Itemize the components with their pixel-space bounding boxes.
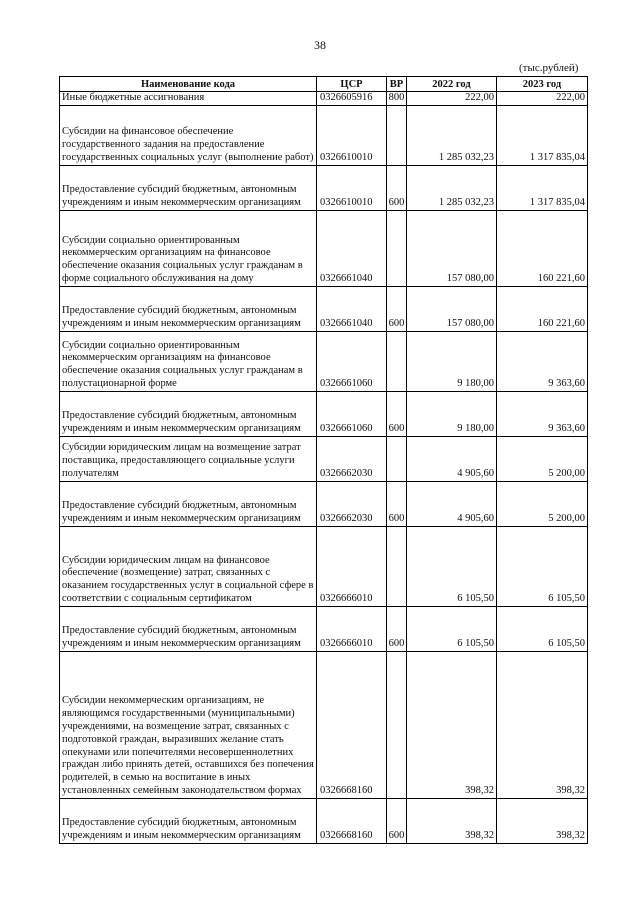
table-row [60, 436, 588, 481]
row-2022: 1 285 032,23 [407, 165, 497, 210]
row-csr: 0326666010 [317, 526, 387, 606]
row-name: Предоставление субсидий бюджетным, автономным учреждениям и иным некоммерческим организациям [60, 165, 317, 210]
table-row [60, 210, 588, 286]
row-2022: 9 180,00 [407, 391, 497, 436]
row-csr: 0326661060 [317, 391, 387, 436]
row-2023: 1 317 835,04 [497, 105, 588, 165]
row-2022: 6 105,50 [407, 606, 497, 651]
row-vr [387, 105, 407, 165]
row-csr: 0326661060 [317, 331, 387, 391]
row-name: Предоставление субсидий бюджетным, автономным учреждениям и иным некоммерческим организациям [60, 286, 317, 331]
table-row [60, 165, 588, 210]
row-name: Предоставление субсидий бюджетным, автономным учреждениям и иным некоммерческим организациям [60, 798, 317, 843]
row-csr: 0326661040 [317, 286, 387, 331]
row-2023: 160 221,60 [497, 286, 588, 331]
row-name: Предоставление субсидий бюджетным, автономным учреждениям и иным некоммерческим организациям [60, 391, 317, 436]
table-row [60, 92, 588, 106]
table-row [60, 331, 588, 391]
row-2022: 6 105,50 [407, 526, 497, 606]
table-row [60, 651, 588, 798]
row-name: Субсидии социально ориентированным некоммерческим организациям на финансовое обеспечение оказания социальных услуг гражданам в форме социального обслуживания на дому [60, 210, 317, 286]
table-row [60, 391, 588, 436]
row-2022: 4 905,60 [407, 436, 497, 481]
row-name: Иные бюджетные ассигнования [60, 92, 317, 106]
row-name: Субсидии некоммерческим организациям, не являющимся государственными (муниципальными) учреждениями, на возмещение затрат, связанных с подготовкой граждан, выразивших желание стать опекунами или попечителями несовершеннолетних граждан либо принять детей, оставшихся без попечения родителей, в семью на воспитание в иных установленных семейным законодательством формах [60, 651, 317, 798]
table-row [60, 798, 588, 843]
row-2023: 160 221,60 [497, 210, 588, 286]
row-2023: 5 200,00 [497, 481, 588, 526]
row-vr: 800 [387, 92, 407, 106]
row-name: Субсидии юридическим лицам на возмещение затрат поставщика, предоставляющего социальные услуги получателям [60, 436, 317, 481]
row-2023: 398,32 [497, 798, 588, 843]
table-row [60, 606, 588, 651]
row-vr: 600 [387, 481, 407, 526]
row-2023: 222,00 [497, 92, 588, 106]
row-2022: 157 080,00 [407, 286, 497, 331]
page-number: 38 [314, 38, 326, 52]
row-csr: 0326610010 [317, 105, 387, 165]
row-vr: 600 [387, 286, 407, 331]
table-header-row [60, 77, 588, 92]
row-vr [387, 331, 407, 391]
row-2022: 4 905,60 [407, 481, 497, 526]
row-vr: 600 [387, 606, 407, 651]
header-vr: ВР [387, 77, 407, 92]
row-vr: 600 [387, 165, 407, 210]
row-2023: 9 363,60 [497, 391, 588, 436]
header-name: Наименование кода [60, 77, 317, 92]
row-vr [387, 436, 407, 481]
row-2023: 398,32 [497, 651, 588, 798]
header-csr: ЦСР [317, 77, 387, 92]
table-row [60, 526, 588, 606]
table-row [60, 481, 588, 526]
row-2022: 9 180,00 [407, 331, 497, 391]
row-vr: 600 [387, 391, 407, 436]
row-name: Предоставление субсидий бюджетным, автономным учреждениям и иным некоммерческим организациям [60, 481, 317, 526]
row-2022: 398,32 [407, 651, 497, 798]
units-label: (тыс.рублей) [519, 62, 579, 74]
row-2022: 398,32 [407, 798, 497, 843]
header-year-2022: 2022 год [407, 77, 497, 92]
row-vr [387, 210, 407, 286]
row-name: Предоставление субсидий бюджетным, автономным учреждениям и иным некоммерческим организациям [60, 606, 317, 651]
row-2023: 6 105,50 [497, 526, 588, 606]
row-2023: 1 317 835,04 [497, 165, 588, 210]
row-name: Субсидии на финансовое обеспечение государственного задания на предоставление государственных социальных услуг (выполнение работ) [60, 105, 317, 165]
row-2022: 1 285 032,23 [407, 105, 497, 165]
row-name: Субсидии социально ориентированным некоммерческим организациям на финансовое обеспечение оказания социальных услуг гражданам в полустационарной форме [60, 331, 317, 391]
budget-table [59, 76, 588, 844]
row-2023: 6 105,50 [497, 606, 588, 651]
row-csr: 0326605916 [317, 92, 387, 106]
table-row [60, 286, 588, 331]
row-name: Субсидии юридическим лицам на финансовое обеспечение (возмещение) затрат, связанных с оказанием государственных услуг в социальной сфере в соответствии с социальным сертификатом [60, 526, 317, 606]
row-2023: 9 363,60 [497, 331, 588, 391]
row-csr: 0326662030 [317, 481, 387, 526]
row-csr: 0326662030 [317, 436, 387, 481]
row-2022: 222,00 [407, 92, 497, 106]
table-row [60, 105, 588, 165]
row-csr: 0326668160 [317, 798, 387, 843]
row-csr: 0326666010 [317, 606, 387, 651]
row-csr: 0326668160 [317, 651, 387, 798]
row-csr: 0326610010 [317, 165, 387, 210]
row-vr: 600 [387, 798, 407, 843]
header-year-2023: 2023 год [497, 77, 588, 92]
row-vr [387, 651, 407, 798]
row-2023: 5 200,00 [497, 436, 588, 481]
row-csr: 0326661040 [317, 210, 387, 286]
row-vr [387, 526, 407, 606]
row-2022: 157 080,00 [407, 210, 497, 286]
